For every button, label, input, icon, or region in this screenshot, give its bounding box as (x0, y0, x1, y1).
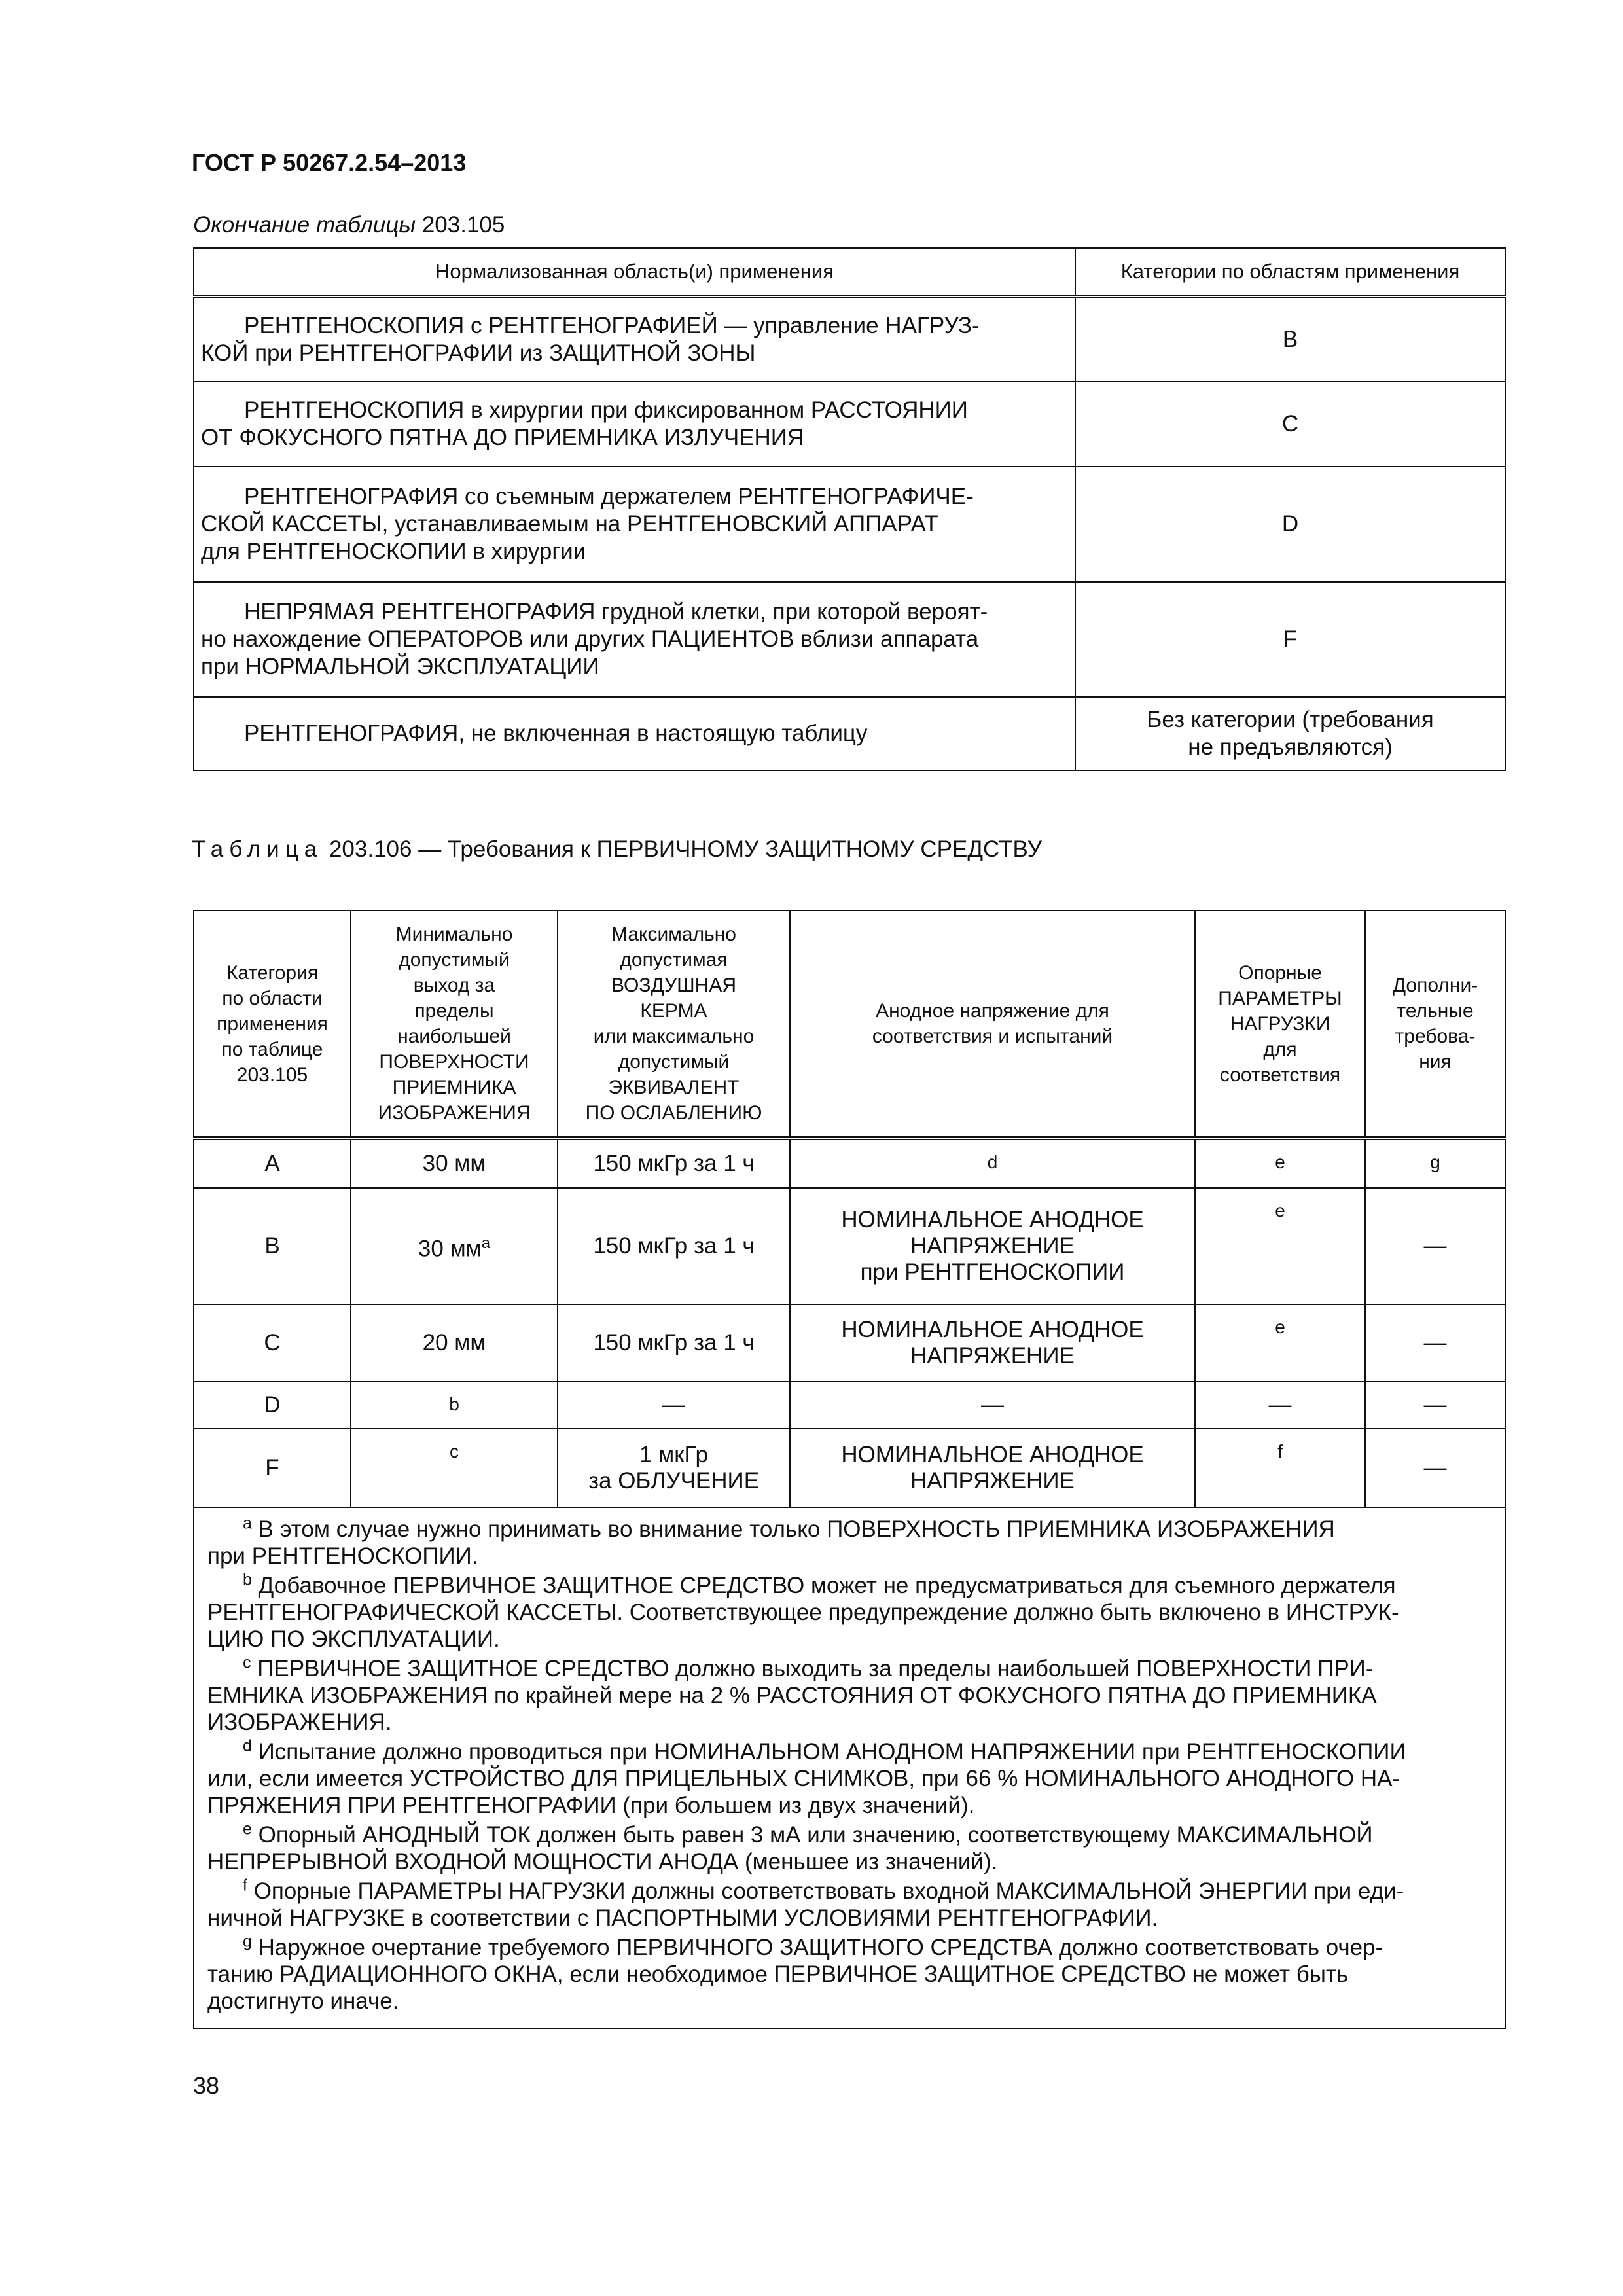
area-text-line: РЕНТГЕНОГРАФИЯ со съемным держателем РЕНТГЕНОГРАФИЧЕ- (244, 484, 974, 509)
anode-voltage-cell (790, 1304, 1195, 1382)
anode-voltage-cell (790, 1429, 1195, 1507)
header-text-line: соответствия и испытаний (872, 1026, 1113, 1047)
min-extent-value: b (449, 1394, 459, 1414)
application-area-cell (194, 582, 1075, 697)
anode-voltage-cell (790, 1382, 1195, 1429)
category-cell (1075, 697, 1505, 770)
footnote-e (207, 1821, 1493, 1875)
min-extent-value: 30 мм (422, 1151, 486, 1176)
application-area-cell (194, 697, 1075, 770)
footnote-text-line: Опорные ПАРАМЕТРЫ НАГРУЗКИ должны соответствовать входной МАКСИМАЛЬНОЙ ЭНЕРГИИ при еди- (253, 1878, 1404, 1904)
column-header-min-extent (351, 910, 558, 1138)
anode-voltage-line: при РЕНТГЕНОСКОПИИ (860, 1259, 1125, 1285)
table-row (194, 1138, 1505, 1188)
anode-voltage-line: НАПРЯЖЕНИЕ (910, 1343, 1075, 1369)
category-cell: D (1075, 467, 1505, 582)
additional-requirements-cell: — (1365, 1382, 1505, 1429)
column-header-additional (1365, 910, 1505, 1138)
primary-protective-device-table (193, 910, 1506, 2029)
footnote-mark: a (481, 1234, 491, 1252)
footnotes-cell (194, 1507, 1505, 2028)
column-header-area: Нормализованная область(и) применения (194, 248, 1075, 296)
footnote-b (207, 1572, 1493, 1653)
footnote-text-line: достигнуто иначе. (207, 1988, 399, 2014)
footnote-text-line: ЕМНИКА ИЗОБРАЖЕНИЯ по крайней мере на 2 % РАССТОЯНИЯ ОТ ФОКУСНОГО ПЯТНА ДО ПРИЕМНИКА (207, 1683, 1377, 1708)
table-row (194, 382, 1505, 467)
footnote-text-line: ПЕРВИЧНОЕ ЗАЩИТНОЕ СРЕДСТВО должно выходить за пределы наибольшей ПОВЕРХНОСТИ ПРИ- (257, 1656, 1374, 1681)
footnote-mark: d (243, 1736, 252, 1755)
column-header-category (194, 910, 351, 1138)
footnote-text-line: Испытание должно проводиться при НОМИНАЛЬНОМ АНОДНОМ НАПРЯЖЕНИИ при РЕНТГЕНОСКОПИИ (258, 1739, 1406, 1765)
header-text-line: ПРИЕМНИКА (392, 1077, 516, 1098)
header-text-line: допустимый (399, 949, 510, 971)
header-text-line: или максимально (593, 1026, 755, 1047)
header-text-line: выход за (413, 975, 495, 996)
footnote-text-line: танию РАДИАЦИОННОГО ОКНА, если необходимое ПЕРВИЧНОЕ ЗАЩИТНОЕ СРЕДСТВО не может быть (207, 1962, 1349, 1987)
table-header-row (194, 248, 1505, 296)
max-kerma-line: 150 мкГр за 1 ч (593, 1233, 755, 1259)
header-text-line: Категория (226, 961, 319, 984)
max-kerma-line: — (662, 1392, 685, 1418)
min-extent-cell (351, 1429, 558, 1507)
header-text-line: по области (222, 987, 323, 1009)
header-text-line: для (1263, 1038, 1297, 1060)
area-text-line: СКОЙ КАССЕТЫ, устанавливаемым на РЕНТГЕНОВСКИЙ АППАРАТ (201, 511, 938, 537)
footnote-text-line: ИЗОБРАЖЕНИЯ. (207, 1710, 392, 1735)
max-kerma-cell (558, 1304, 790, 1382)
table-header-row (194, 910, 1505, 1138)
load-parameters-cell: e (1195, 1188, 1365, 1304)
column-header-anode-voltage (790, 910, 1195, 1138)
table-row (194, 1429, 1505, 1507)
footnote-text-line: Добавочное ПЕРВИЧНОЕ ЗАЩИТНОЕ СРЕДСТВО может не предусматриваться для съемного держателя (258, 1573, 1396, 1598)
header-text-line: соответствия (1219, 1064, 1341, 1086)
footnote-mark: g (243, 1932, 252, 1951)
area-text-line: РЕНТГЕНОГРАФИЯ, не включенная в настоящую таблицу (244, 721, 868, 746)
load-parameters-cell: — (1195, 1382, 1365, 1429)
min-extent-cell (351, 1382, 558, 1429)
min-extent-cell (351, 1188, 558, 1304)
table-row (194, 1382, 1505, 1429)
table2-caption (192, 836, 1042, 863)
load-parameters-cell: e (1195, 1304, 1365, 1382)
application-area-cell (194, 382, 1075, 467)
header-text-line: допустимый (618, 1051, 730, 1073)
category-cell: F (194, 1429, 351, 1507)
header-text-line: НАГРУЗКИ (1230, 1013, 1330, 1035)
max-kerma-line: 150 мкГр за 1 ч (593, 1151, 755, 1176)
column-header-category: Категории по областям применения (1075, 248, 1505, 296)
header-text-line: ПАРАМЕТРЫ (1218, 987, 1342, 1009)
header-text-line: Анодное напряжение для (876, 1000, 1109, 1022)
header-text-line: ПОВЕРХНОСТИ (379, 1051, 529, 1073)
anode-voltage-line: НАПРЯЖЕНИЕ (910, 1233, 1075, 1259)
footnote-text-line: при РЕНТГЕНОСКОПИИ. (207, 1543, 478, 1569)
max-kerma-line: за ОБЛУЧЕНИЕ (588, 1468, 760, 1494)
table-row (194, 467, 1505, 582)
min-extent-value: 20 мм (422, 1330, 486, 1355)
area-text-line: РЕНТГЕНОСКОПИЯ в хирургии при фиксированном РАССТОЯНИИ (244, 397, 968, 423)
header-text-line: требова- (1395, 1026, 1476, 1047)
footnotes-row (194, 1507, 1505, 2028)
footnote-text-line: НЕПРЕРЫВНОЙ ВХОДНОЙ МОЩНОСТИ АНОДА (меньшее из значений). (207, 1849, 998, 1874)
anode-voltage-cell (790, 1138, 1195, 1188)
category-cell: C (194, 1304, 351, 1382)
page-number: 38 (193, 2072, 220, 2099)
footnote-text-line: ничной НАГРУЗКЕ в соответствии с ПАСПОРТНЫМИ УСЛОВИЯМИ РЕНТГЕНОГРАФИИ. (207, 1905, 1158, 1931)
category-cell: F (1075, 582, 1505, 697)
area-text-line: НЕПРЯМАЯ РЕНТГЕНОГРАФИЯ грудной клетки, при которой вероят- (244, 599, 988, 624)
max-kerma-line: 150 мкГр за 1 ч (593, 1330, 755, 1355)
header-text-line: наибольшей (397, 1026, 511, 1047)
table-row (194, 296, 1505, 382)
header-text-line: тельные (1397, 1000, 1474, 1022)
area-text-line: при НОРМАЛЬНОЙ ЭКСПЛУАТАЦИИ (201, 654, 599, 679)
header-text-line: ИЗОБРАЖЕНИЯ (378, 1102, 531, 1124)
header-text-line: ВОЗДУШНАЯ (611, 975, 736, 996)
document-id: ГОСТ Р 50267.2.54–2013 (192, 149, 467, 176)
footnote-text-line: В этом случае нужно принимать во внимание только ПОВЕРХНОСТЬ ПРИЕМНИКА ИЗОБРАЖЕНИЯ (258, 1516, 1335, 1542)
header-text-line: 203.105 (236, 1064, 308, 1086)
header-text-line: по таблице (221, 1038, 323, 1060)
table2-caption-label: Таблица (192, 836, 323, 862)
max-kerma-line: 1 мкГр (639, 1442, 709, 1467)
header-text-line: Опорные (1238, 961, 1322, 984)
footnote-text-line: Опорный АНОДНЫЙ ТОК должен быть равен 3 мА или значению, соответствующему МАКСИМАЛЬНОЙ (258, 1822, 1373, 1848)
anode-voltage-cell (790, 1188, 1195, 1304)
min-extent-cell (351, 1304, 558, 1382)
footnote-mark: e (243, 1820, 252, 1839)
footnote-mark: d (987, 1152, 998, 1172)
footnote-text-line: ЦИЮ ПО ЭКСПЛУАТАЦИИ. (207, 1626, 500, 1652)
anode-voltage-line: НОМИНАЛЬНОЕ АНОДНОЕ (841, 1317, 1144, 1342)
footnote-text-line: РЕНТГЕНОГРАФИЧЕСКОЙ КАССЕТЫ. Соответствующее предупреждение должно быть включено в ИНСТРУК- (207, 1600, 1399, 1625)
min-extent-value: 30 мм (418, 1236, 482, 1262)
column-header-max-kerma (558, 910, 790, 1138)
header-text-line: применения (217, 1013, 328, 1035)
table1-caption (193, 212, 505, 238)
anode-voltage-line: НОМИНАЛЬНОЕ АНОДНОЕ (841, 1207, 1144, 1232)
table2-caption-title: 203.106 — Требования к ПЕРВИЧНОМУ ЗАЩИТНОМУ СРЕДСТВУ (329, 836, 1042, 862)
application-areas-table (193, 247, 1506, 771)
category-cell: B (1075, 296, 1505, 382)
table1-caption-number: 203.105 (421, 212, 505, 238)
max-kerma-cell (558, 1429, 790, 1507)
table-row (194, 1304, 1505, 1382)
max-kerma-cell (558, 1382, 790, 1429)
anode-voltage-line: НОМИНАЛЬНОЕ АНОДНОЕ (841, 1442, 1144, 1467)
header-text-line: Максимально (611, 924, 736, 945)
table-row (194, 1188, 1505, 1304)
max-kerma-cell (558, 1188, 790, 1304)
category-cell: D (194, 1382, 351, 1429)
application-area-cell (194, 296, 1075, 382)
category-cell: C (1075, 382, 1505, 467)
footnote-mark: b (243, 1570, 252, 1589)
footnote-mark: a (243, 1514, 252, 1533)
header-text-line: пределы (414, 1000, 494, 1022)
footnote-c (207, 1655, 1493, 1736)
footnote-mark: c (243, 1653, 251, 1672)
header-text-line: Дополни- (1392, 975, 1478, 996)
area-text-line: ОТ ФОКУСНОГО ПЯТНА ДО ПРИЕМНИКА ИЗЛУЧЕНИЯ (201, 425, 804, 450)
anode-voltage-line: — (981, 1392, 1004, 1418)
anode-voltage-line: НАПРЯЖЕНИЕ (910, 1468, 1075, 1494)
header-text-line: КЕРМА (640, 1000, 707, 1022)
area-text-line: для РЕНТГЕНОСКОПИИ в хирургии (201, 539, 586, 564)
category-text-line: не предъявляются) (1188, 734, 1393, 760)
header-text-line: ния (1419, 1051, 1452, 1073)
additional-requirements-cell: — (1365, 1429, 1505, 1507)
footnote-mark: f (243, 1876, 247, 1895)
footnote-g (207, 1934, 1493, 2015)
footnote-d (207, 1738, 1493, 1819)
area-text-line: РЕНТГЕНОСКОПИЯ с РЕНТГЕНОГРАФИЕЙ — управление НАГРУЗ- (244, 313, 980, 338)
min-extent-cell (351, 1138, 558, 1188)
load-parameters-cell: e (1195, 1138, 1365, 1188)
additional-requirements-cell: g (1365, 1138, 1505, 1188)
header-text-line: ЭКВИВАЛЕНТ (608, 1077, 740, 1098)
category-cell: B (194, 1188, 351, 1304)
header-text-line: Минимально (395, 924, 513, 945)
max-kerma-cell (558, 1138, 790, 1188)
column-header-load-parameters (1195, 910, 1365, 1138)
footnote-text-line: или, если имеется УСТРОЙСТВО ДЛЯ ПРИЦЕЛЬНЫХ СНИМКОВ, при 66 % НОМИНАЛЬНОГО АНОДНОГО НА- (207, 1766, 1400, 1791)
header-text-line: допустимая (620, 949, 728, 971)
table-row (194, 697, 1505, 770)
footnote-text-line: ПРЯЖЕНИЯ ПРИ РЕНТГЕНОГРАФИИ (при большем из двух значений). (207, 1793, 975, 1818)
area-text-line: но нахождение ОПЕРАТОРОВ или других ПАЦИЕНТОВ вблизи аппарата (201, 626, 979, 652)
additional-requirements-cell: — (1365, 1188, 1505, 1304)
table-row (194, 582, 1505, 697)
footnote-a (207, 1516, 1493, 1570)
load-parameters-cell: f (1195, 1429, 1365, 1507)
category-cell: A (194, 1138, 351, 1188)
footnote-text-line: Наружное очертание требуемого ПЕРВИЧНОГО ЗАЩИТНОГО СРЕДСТВА должно соответствовать очер- (258, 1935, 1383, 1960)
table1-caption-label: Окончание таблицы (193, 212, 416, 238)
header-text-line: ПО ОСЛАБЛЕНИЮ (585, 1102, 762, 1124)
min-extent-value: c (450, 1441, 459, 1462)
footnote-f (207, 1878, 1493, 1931)
category-text-line: Без категории (требования (1147, 707, 1434, 732)
area-text-line: КОЙ при РЕНТГЕНОГРАФИИ из ЗАЩИТНОЙ ЗОНЫ (201, 340, 756, 366)
additional-requirements-cell: — (1365, 1304, 1505, 1382)
application-area-cell (194, 467, 1075, 582)
